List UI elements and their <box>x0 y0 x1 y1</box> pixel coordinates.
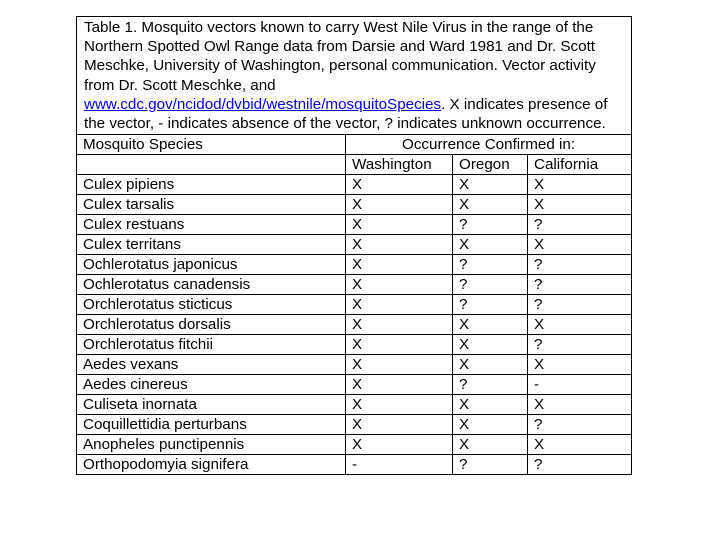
california-cell: ? <box>528 275 632 295</box>
caption-text: Table 1. Mosquito vectors known to carry West Nile Virus in the range of the Northern Spotted Owl Range data from Darsie and Ward 1981 and Dr. Scott Meschke, University of Washington, personal communication. Vector activity from Dr. Scott Meschke, and <box>84 19 596 94</box>
table-row <box>77 355 632 375</box>
washington-cell: X <box>346 315 453 335</box>
species-cell: Ochlerotatus japonicus <box>77 255 346 275</box>
washington-cell: X <box>346 215 453 235</box>
species-cell: Orthopodomyia signifera <box>77 455 346 475</box>
oregon-cell: X <box>453 415 528 435</box>
table-caption <box>77 17 632 135</box>
oregon-cell: X <box>453 355 528 375</box>
oregon-cell: ? <box>453 375 528 395</box>
washington-cell: X <box>346 175 453 195</box>
california-cell: ? <box>528 335 632 355</box>
species-cell: Culex tarsalis <box>77 195 346 215</box>
washington-cell: X <box>346 275 453 295</box>
california-cell: ? <box>528 215 632 235</box>
species-cell: Orchlerotatus dorsalis <box>77 315 346 335</box>
oregon-cell: ? <box>453 255 528 275</box>
species-cell: Culex territans <box>77 235 346 255</box>
california-cell: X <box>528 355 632 375</box>
washington-cell: X <box>346 235 453 255</box>
species-cell: Aedes vexans <box>77 355 346 375</box>
oregon-cell: ? <box>453 215 528 235</box>
table-row <box>77 275 632 295</box>
california-cell: X <box>528 195 632 215</box>
california-cell: ? <box>528 255 632 275</box>
table-row <box>77 335 632 355</box>
california-cell: ? <box>528 455 632 475</box>
table-row <box>77 235 632 255</box>
species-cell: Aedes cinereus <box>77 375 346 395</box>
california-cell: ? <box>528 295 632 315</box>
species-cell: Culex pipiens <box>77 175 346 195</box>
oregon-cell: ? <box>453 455 528 475</box>
state-header-california: California <box>528 155 632 175</box>
state-header-oregon: Oregon <box>453 155 528 175</box>
species-cell: Orchlerotatus sticticus <box>77 295 346 315</box>
state-header-washington: Washington <box>346 155 453 175</box>
mosquito-vector-table <box>76 16 632 475</box>
table-row <box>77 195 632 215</box>
california-cell: X <box>528 315 632 335</box>
table-row <box>77 295 632 315</box>
oregon-cell: X <box>453 235 528 255</box>
washington-cell: X <box>346 335 453 355</box>
table-row <box>77 175 632 195</box>
species-cell: Culiseta inornata <box>77 395 346 415</box>
table-row <box>77 395 632 415</box>
oregon-cell: X <box>453 195 528 215</box>
washington-cell: X <box>346 355 453 375</box>
species-cell: Ochlerotatus canadensis <box>77 275 346 295</box>
washington-cell: X <box>346 435 453 455</box>
oregon-cell: ? <box>453 275 528 295</box>
table-row <box>77 375 632 395</box>
washington-cell: X <box>346 195 453 215</box>
table-row <box>77 315 632 335</box>
occurrence-header: Occurrence Confirmed in: <box>346 135 632 155</box>
table-row <box>77 215 632 235</box>
table-row <box>77 455 632 475</box>
washington-cell: - <box>346 455 453 475</box>
oregon-cell: X <box>453 395 528 415</box>
california-cell: X <box>528 395 632 415</box>
species-cell: Orchlerotatus fitchii <box>77 335 346 355</box>
cdc-link[interactable]: www.cdc.gov/ncidod/dvbid/westnile/mosquitoSpecies <box>84 95 442 113</box>
mosquito-table-document <box>76 16 631 475</box>
california-cell: ? <box>528 415 632 435</box>
oregon-cell: ? <box>453 295 528 315</box>
california-cell: - <box>528 375 632 395</box>
washington-cell: X <box>346 415 453 435</box>
washington-cell: X <box>346 295 453 315</box>
table-row <box>77 415 632 435</box>
table-row <box>77 255 632 275</box>
california-cell: X <box>528 235 632 255</box>
washington-cell: X <box>346 375 453 395</box>
oregon-cell: X <box>453 335 528 355</box>
oregon-cell: X <box>453 315 528 335</box>
species-cell: Anopheles punctipennis <box>77 435 346 455</box>
california-cell: X <box>528 175 632 195</box>
species-header-blank <box>77 155 346 175</box>
caption-text-end: . X indicates presence of the vector, - indicates absence of the vector, ? indicates unknown occurrence. <box>84 95 608 133</box>
species-column-header: Mosquito Species <box>77 135 346 155</box>
species-cell: Coquillettidia perturbans <box>77 415 346 435</box>
washington-cell: X <box>346 395 453 415</box>
washington-cell: X <box>346 255 453 275</box>
table-row <box>77 435 632 455</box>
oregon-cell: X <box>453 435 528 455</box>
california-cell: X <box>528 435 632 455</box>
species-cell: Culex restuans <box>77 215 346 235</box>
oregon-cell: X <box>453 175 528 195</box>
